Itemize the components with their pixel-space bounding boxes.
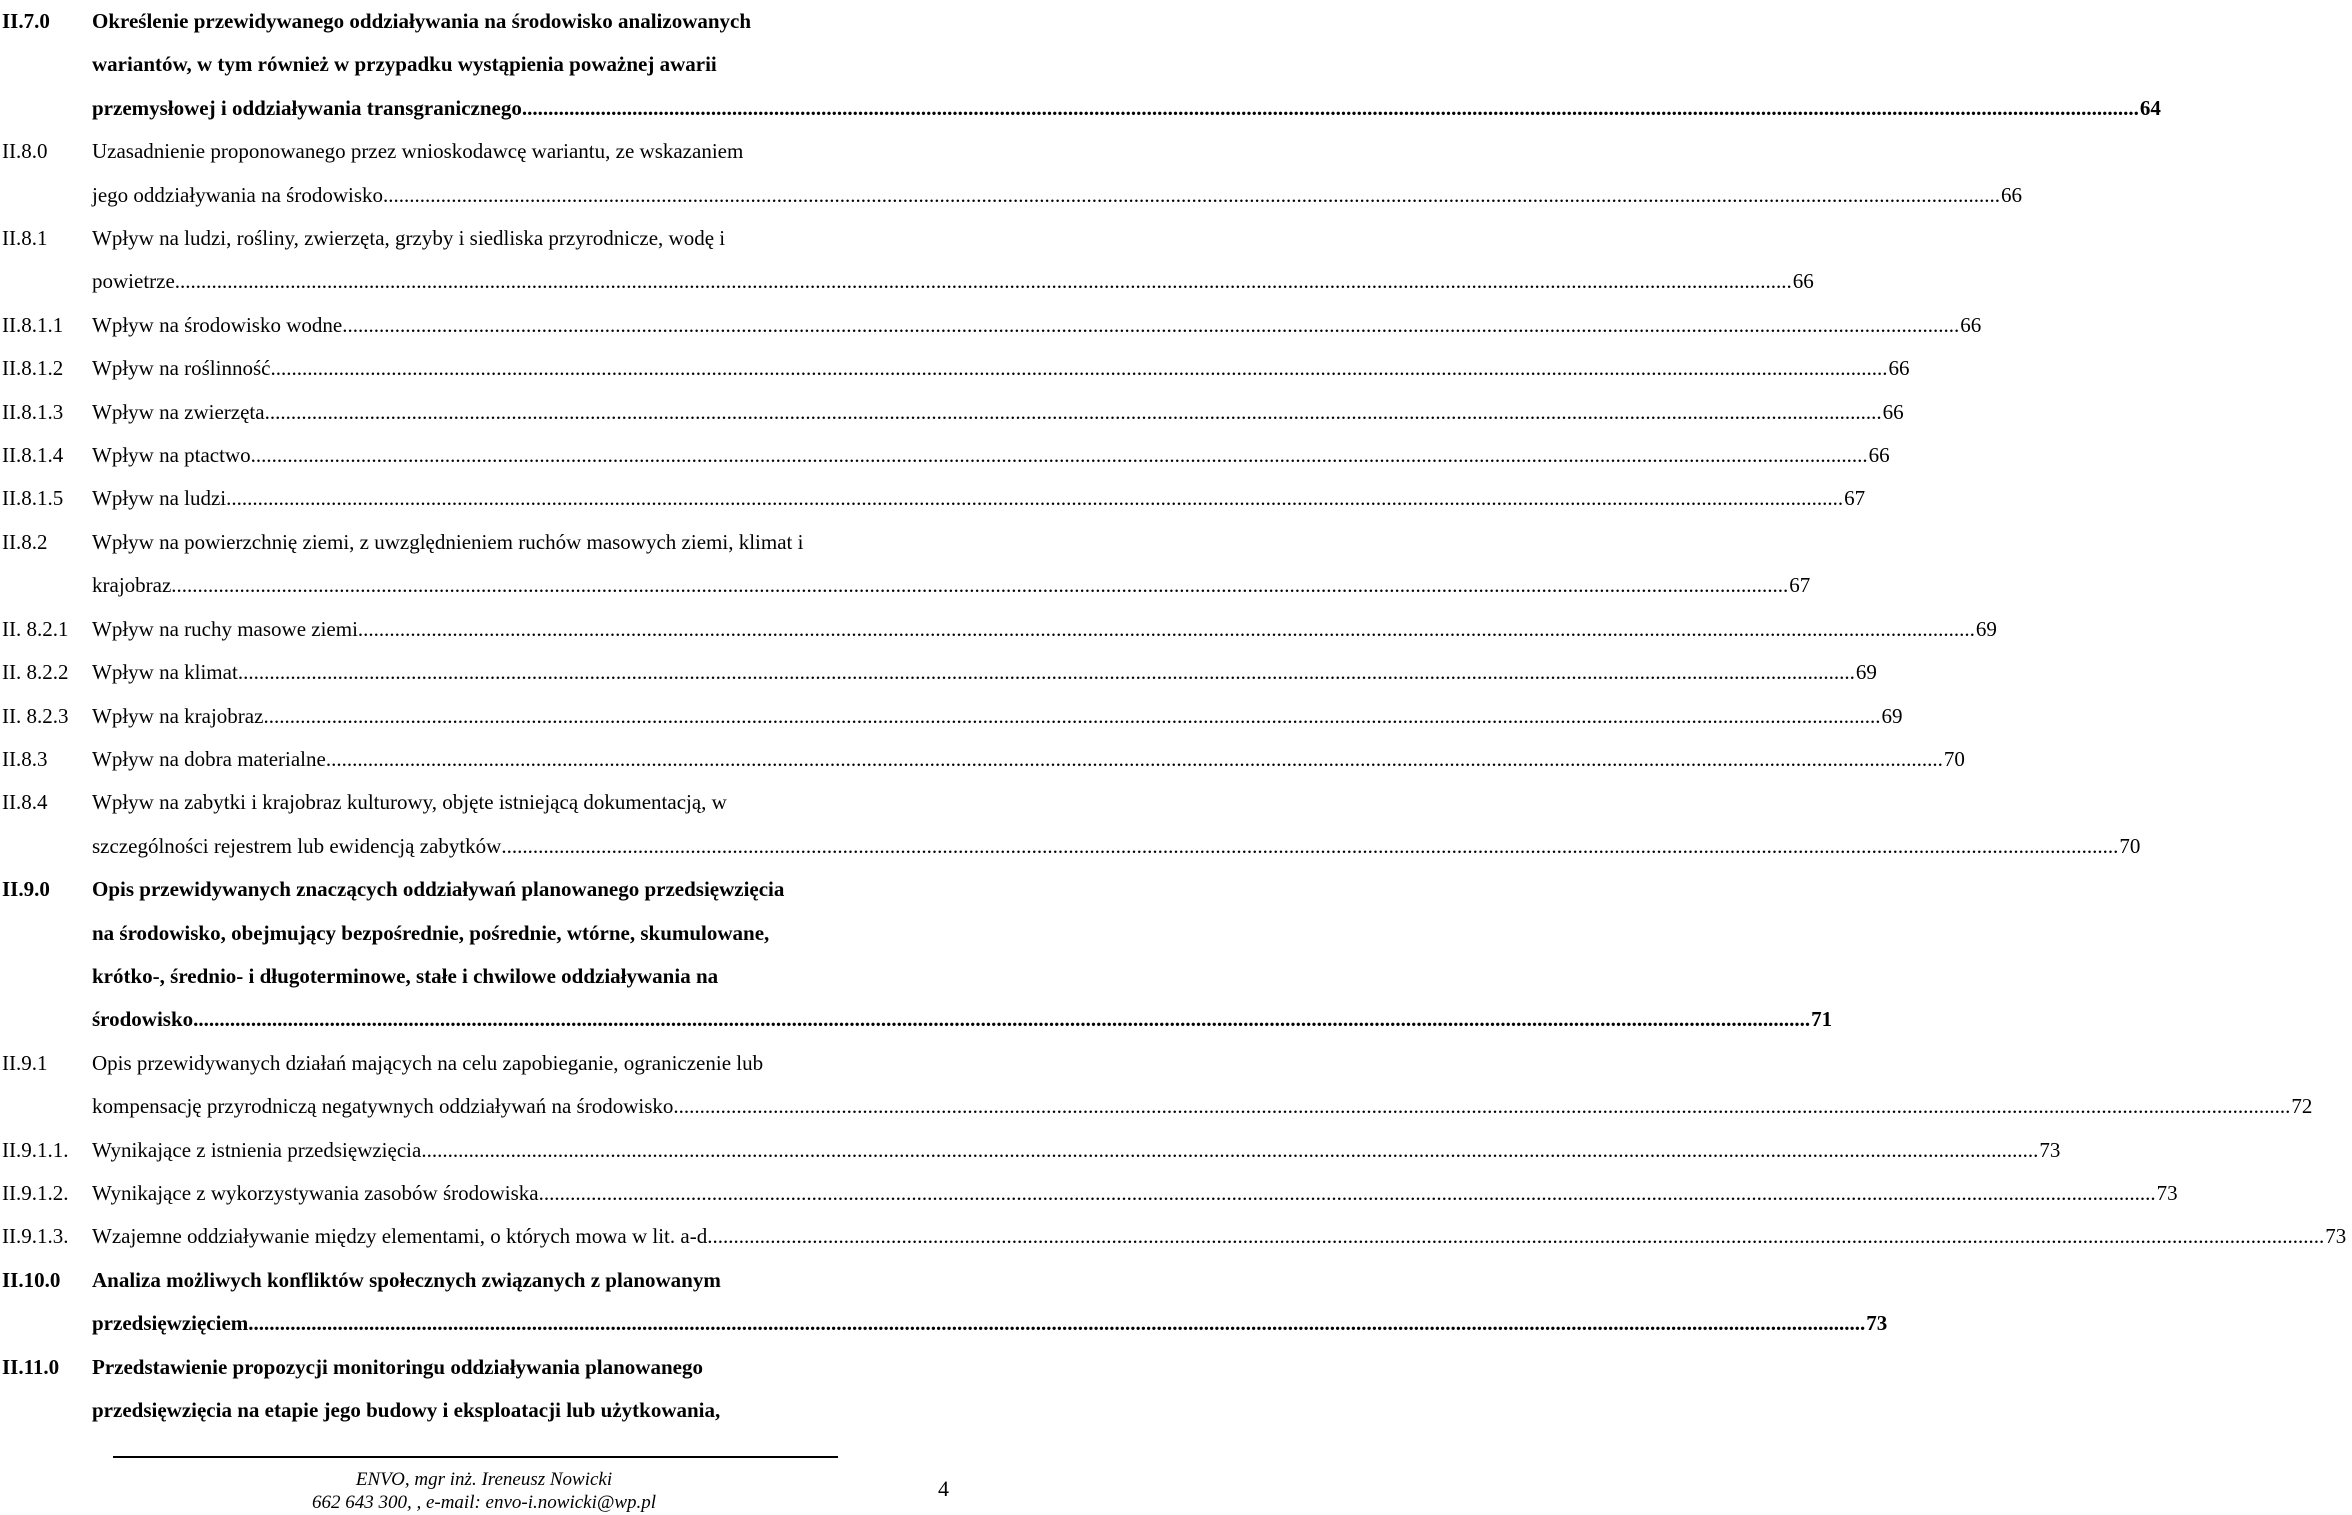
toc-entry-last-line: [92, 825, 2140, 868]
toc-entry-title-end: przemysłowej i oddziaływania transgranicznego: [92, 95, 522, 120]
toc-entry[interactable]: [0, 651, 1877, 694]
toc-entry-title-end: Wynikające z wykorzystywania zasobów środowiska: [92, 1180, 539, 1205]
toc-entry-title-end: Wpływ na ptactwo: [92, 443, 251, 468]
toc-entry-title-end: szczególności rejestrem lub ewidencją zabytków: [92, 833, 502, 858]
toc-entry-number: II.8.3: [2, 746, 48, 771]
toc-entry-title: [92, 695, 1908, 738]
toc-page-number: 66: [1882, 399, 1904, 424]
toc-page-number: 73: [2156, 1180, 2178, 1205]
toc-entry-title-line: wariantów, w tym również w przypadku wystąpienia poważnej awarii: [92, 52, 717, 77]
toc-entry-last-line: [92, 738, 1965, 781]
dot-leader: [522, 87, 2139, 130]
toc-entry-title: [92, 781, 2146, 868]
dot-leader: [421, 1129, 2038, 1172]
toc-entry-last-line: [92, 174, 2022, 217]
dot-leader: [326, 738, 1943, 781]
toc-entry-last-line: [92, 651, 1877, 694]
dot-leader: [193, 998, 1810, 1041]
toc-entry-last-line: [92, 391, 1904, 434]
toc-entry-title: [92, 608, 2003, 651]
toc-entry-last-line: [92, 695, 1902, 738]
toc-entry-last-line: [92, 304, 1981, 347]
toc-page-number: 69: [1855, 660, 1877, 685]
toc-entry-title: [92, 304, 1987, 347]
toc-entry[interactable]: [0, 434, 1890, 477]
toc-entry[interactable]: [0, 130, 2023, 217]
toc-page-number: 66: [1868, 443, 1890, 468]
toc-entry-last-line: [92, 1215, 2346, 1258]
toc-entry-title-end: środowisko: [92, 1007, 194, 1032]
toc-entry-title-line: Opis przewidywanych działań mających na celu zapobieganie, ograniczenie lub: [92, 1050, 764, 1075]
toc-entry-number: II.7.0: [2, 9, 50, 33]
toc-entry-title-end: Wpływ na ruchy masowe ziemi: [92, 616, 358, 641]
dot-leader: [226, 477, 1843, 520]
toc-entry-number: II.9.1.3.: [2, 1224, 69, 1249]
toc-entry[interactable]: [0, 608, 1997, 651]
dot-leader: [342, 304, 1959, 347]
toc-entry-number: II.8.1.3: [2, 399, 64, 424]
toc-entry-title: [92, 1215, 2352, 1258]
toc-entry[interactable]: [0, 1172, 2178, 1215]
toc-entry-title-end: Wpływ na roślinność: [92, 356, 271, 381]
toc-page-number: 67: [1844, 486, 1866, 511]
toc-entry-last-line: [92, 1302, 1887, 1345]
toc-entry-title-end: Wpływ na klimat: [92, 660, 238, 685]
dot-leader: [707, 1215, 2324, 1258]
toc-entry-title: [92, 477, 1871, 520]
toc-page-number: 73: [2325, 1224, 2347, 1249]
toc-entry-last-line: [92, 1085, 2312, 1128]
toc-entry-title: [92, 1042, 2318, 1129]
toc-entry[interactable]: [0, 738, 1965, 781]
toc-page-number: 69: [1881, 703, 1903, 728]
toc-entry-title-end: Wpływ na środowisko wodne: [92, 312, 343, 337]
toc-entry-number: II.9.0: [2, 877, 50, 902]
toc-entry[interactable]: [0, 477, 1866, 520]
toc-entry-number: II.8.1.2: [2, 356, 64, 381]
toc-entry[interactable]: [0, 1215, 2347, 1258]
toc-entry-title-end: Wynikające z istnienia przedsięwzięcia: [92, 1137, 422, 1162]
toc-entry-title: [92, 1172, 2184, 1215]
footer-divider: [113, 1456, 838, 1458]
toc-page-number: 66: [1960, 312, 1982, 337]
toc-entry-number: II.8.1.5: [2, 486, 64, 511]
dot-leader: [248, 1302, 1865, 1345]
dot-leader: [263, 695, 1880, 738]
dot-leader: [501, 825, 2118, 868]
toc-page-number: 70: [2119, 833, 2141, 858]
toc-page-number: 64: [2139, 95, 2161, 120]
toc-entry-title-end: krajobraz: [92, 573, 172, 598]
toc-entry[interactable]: [0, 391, 1904, 434]
toc-entry-title: [92, 391, 1910, 434]
toc-entry-number: II. 8.2.3: [2, 703, 69, 728]
toc-entry-title-line: Określenie przewidywanego oddziaływania na środowisko analizowanych: [92, 9, 752, 33]
toc-entry[interactable]: [0, 1346, 960, 1433]
toc-entry-number: II.9.1.1.: [2, 1137, 69, 1162]
toc-entry-title: [92, 1259, 1893, 1346]
toc-entry-title: [92, 738, 1971, 781]
toc-entry-title: [92, 434, 1896, 477]
toc-entry-last-line: [92, 608, 1997, 651]
toc-entry-last-line: [92, 477, 1865, 520]
footer-contact: 662 643 300, , e-mail: envo-i.nowicki@wp.pl: [311, 1492, 657, 1513]
dot-leader: [251, 434, 1868, 477]
toc-entry-title: [92, 347, 1915, 390]
toc-entry[interactable]: [0, 781, 2141, 868]
toc-entry-number: II.8.0: [2, 139, 48, 164]
dot-leader: [358, 608, 1975, 651]
toc-entry-title: [92, 651, 1883, 694]
toc-entry-title: [92, 521, 1816, 608]
toc-entry-title-line: krótko-, średnio- i długoterminowe, stałe i chwilowe oddziaływania na: [92, 963, 719, 988]
toc-entry-title-end: Wpływ na krajobraz: [92, 703, 264, 728]
toc-entry-title: [92, 217, 1820, 304]
toc-entry-title-line: Opis przewidywanych znaczących oddziaływań planowanego przedsięwzięcia: [92, 877, 785, 902]
toc-entry-title-line: Przedstawienie propozycji monitoringu oddziaływania planowanego: [92, 1354, 703, 1379]
toc-entry-last-line: [92, 1172, 2178, 1215]
toc-entry-title-line: przedsięwzięcia na etapie jego budowy i eksploatacji lub użytkowania,: [92, 1398, 721, 1422]
toc-entry-title-line: na środowisko, obejmujący bezpośrednie, pośrednie, wtórne, skumulowane,: [92, 920, 770, 945]
toc-entry-title-line: Wpływ na zabytki i krajobraz kulturowy, objęte istniejącą dokumentacją, w: [92, 790, 727, 815]
dot-leader: [265, 391, 1882, 434]
toc-entry-title-line: Uzasadnienie proponowanego przez wnioskodawcę wariantu, ze wskazaniem: [92, 139, 744, 164]
toc-entry-number: II.8.1.4: [2, 443, 64, 468]
toc-entry-title: [92, 130, 2028, 217]
toc-entry-title-end: przedsięwzięciem: [92, 1311, 249, 1336]
toc-entry[interactable]: [0, 1259, 1888, 1346]
dot-leader: [270, 347, 1887, 390]
toc-entry-title: [92, 1129, 2066, 1172]
toc-entry-title-end: kompensację przyrodniczą negatywnych oddziaływań na środowisko: [92, 1094, 674, 1119]
toc-entry-title-end: Wpływ na dobra materialne: [92, 746, 326, 771]
toc-page-number: 66: [1888, 356, 1910, 381]
toc-entry-last-line: [92, 998, 1832, 1041]
toc-entry-last-line: [92, 260, 1814, 303]
footer-author: ENVO, mgr inż. Ireneusz Nowicki: [355, 1469, 613, 1490]
toc-entry[interactable]: [0, 1042, 2313, 1129]
dot-leader: [539, 1172, 2156, 1215]
toc-entry-number: II. 8.2.2: [2, 660, 69, 685]
toc-entry[interactable]: [0, 1129, 2061, 1172]
toc-entry-title: [92, 868, 1838, 1042]
toc-entry[interactable]: [0, 0, 2161, 130]
toc-entry-title-line: Wpływ na ludzi, rośliny, zwierzęta, grzyby i siedliska przyrodnicze, wodę i: [92, 226, 726, 251]
dot-leader: [383, 174, 2000, 217]
dot-leader: [175, 260, 1792, 303]
toc-entry[interactable]: [0, 347, 1910, 390]
toc-page-number: 66: [1792, 269, 1814, 294]
toc-entry-title-end: Wpływ na zwierzęta: [92, 399, 265, 424]
toc-entry-number: II.8.4: [2, 790, 48, 815]
toc-entry-title: [92, 1346, 960, 1433]
dot-leader: [673, 1085, 2290, 1128]
toc-entry-last-line: [92, 87, 2161, 130]
toc-page-number: 70: [1943, 746, 1965, 771]
page-number: 4: [938, 1476, 949, 1501]
toc-entry-title-line: Analiza możliwych konfliktów społecznych związanych z planowanym: [92, 1267, 721, 1292]
toc-page-number: 66: [2001, 182, 2023, 207]
toc-entry[interactable]: [0, 521, 1811, 608]
toc-entry-title-end: Wzajemne oddziaływanie między elementami, o których mowa w lit. a-d: [92, 1224, 708, 1249]
toc-entry[interactable]: [0, 695, 1903, 738]
toc-entry-number: II.8.1.1: [2, 312, 64, 337]
toc-entry-last-line: [92, 564, 1810, 607]
toc-entry-title-end: Wpływ na ludzi: [92, 486, 227, 511]
toc-page-number: 71: [1811, 1007, 1833, 1032]
toc-entry-last-line: [92, 434, 1890, 477]
toc-page-number: 73: [1866, 1311, 1888, 1336]
toc-entry-number: II.8.2: [2, 529, 48, 554]
toc-entry-number: II.10.0: [2, 1267, 61, 1292]
toc-entry[interactable]: [0, 868, 1833, 1042]
toc-entry-number: II.9.1: [2, 1050, 48, 1075]
toc-entry-number: II.9.1.2.: [2, 1180, 69, 1205]
toc-entry-number: II. 8.2.1: [2, 616, 69, 641]
toc-page-number: 67: [1789, 573, 1811, 598]
toc-entry-title-end: jego oddziaływania na środowisko: [92, 182, 384, 207]
dot-leader: [238, 651, 1855, 694]
toc-page-number: 69: [1975, 616, 1997, 641]
toc-entry-title-line: Wpływ na powierzchnię ziemi, z uwzględnieniem ruchów masowych ziemi, klimat i: [92, 529, 804, 554]
toc-entry-last-line: [92, 347, 1909, 390]
toc-page-number: 72: [2291, 1094, 2313, 1119]
toc-entry-last-line: [92, 1129, 2060, 1172]
toc-entry[interactable]: [0, 304, 1982, 347]
dot-leader: [171, 564, 1788, 607]
toc-page-number: 73: [2039, 1137, 2061, 1162]
toc-entry-title: [92, 0, 2167, 130]
toc-entry-number: II.11.0: [2, 1354, 60, 1379]
toc-entry-title-end: powietrze: [92, 269, 175, 294]
toc-entry[interactable]: [0, 217, 1814, 304]
toc-entry-number: II.8.1: [2, 226, 48, 251]
page-footer: [0, 1454, 960, 1515]
